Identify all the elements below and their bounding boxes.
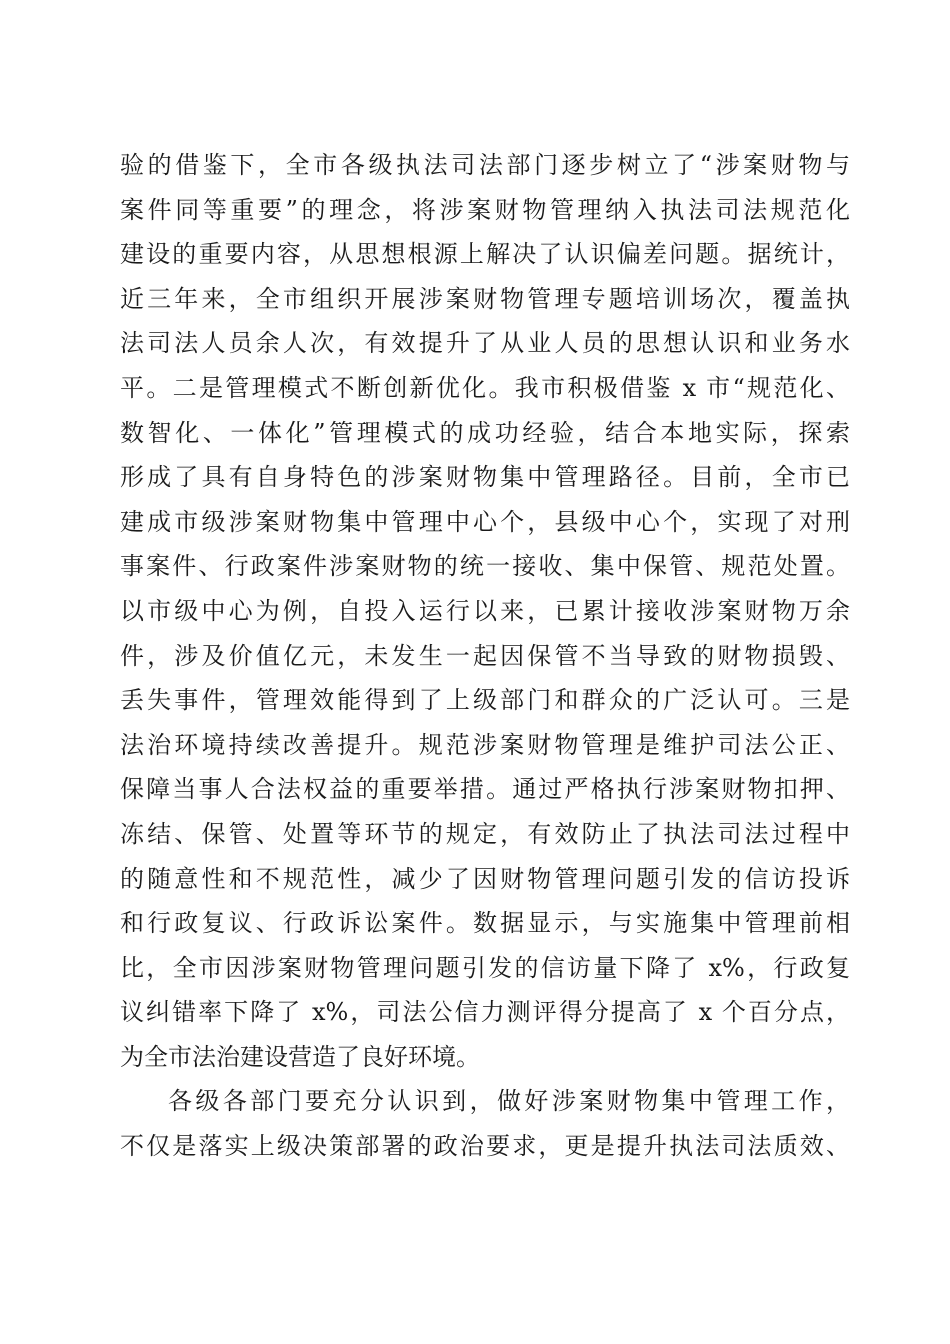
text-line: 数智化、一体化”管理模式的成功经验，结合本地实际，探索 [120, 418, 850, 447]
text-line: 平。二是管理模式不断创新优化。我市积极借鉴 x 市“规范化、 [120, 373, 850, 402]
text-line: 以市级中心为例，自投入运行以来，已累计接收涉案财物万余 [120, 596, 850, 625]
text-line: 近三年来，全市组织开展涉案财物管理专题培训场次，覆盖执 [120, 284, 850, 313]
paragraph-start-line: 各级各部门要充分认识到，做好涉案财物集中管理工作， [168, 1087, 850, 1116]
text-line: 不仅是落实上级决策部署的政治要求，更是提升执法司法质效、 [120, 1132, 850, 1161]
text-line: 和行政复议、行政诉讼案件。数据显示，与实施集中管理前相 [120, 909, 850, 938]
text-line: 保障当事人合法权益的重要举措。通过严格执行涉案财物扣押、 [120, 775, 850, 804]
paragraph-end-line: 为全市法治建设营造了良好环境。 [120, 1042, 480, 1071]
text-line: 法司法人员余人次，有效提升了从业人员的思想认识和业务水 [120, 329, 850, 358]
text-line: 形成了具有自身特色的涉案财物集中管理路径。目前，全市已 [120, 463, 850, 492]
text-line: 的随意性和不规范性，减少了因财物管理问题引发的信访投诉 [120, 864, 850, 893]
text-line: 案件同等重要”的理念，将涉案财物管理纳入执法司法规范化 [120, 195, 850, 224]
text-line: 议纠错率下降了 x%，司法公信力测评得分提高了 x 个百分点， [120, 998, 850, 1027]
body-text [120, 143, 850, 1169]
text-line: 冻结、保管、处置等环节的规定，有效防止了执法司法过程中 [120, 819, 850, 848]
text-line: 事案件、行政案件涉案财物的统一接收、集中保管、规范处置。 [120, 552, 850, 581]
text-line: 丢失事件，管理效能得到了上级部门和群众的广泛认可。三是 [120, 686, 850, 715]
text-line: 验的借鉴下，全市各级执法司法部门逐步树立了“涉案财物与 [120, 151, 850, 179]
text-line: 件，涉及价值亿元，未发生一起因保管不当导致的财物损毁、 [120, 641, 850, 670]
text-line: 建设的重要内容，从思想根源上解决了认识偏差问题。据统计， [120, 240, 850, 269]
text-line: 建成市级涉案财物集中管理中心个，县级中心个，实现了对刑 [120, 507, 850, 536]
text-line: 法治环境持续改善提升。规范涉案财物管理是维护司法公正、 [120, 730, 850, 759]
text-line: 比，全市因涉案财物管理问题引发的信访量下降了 x%，行政复 [120, 953, 850, 982]
